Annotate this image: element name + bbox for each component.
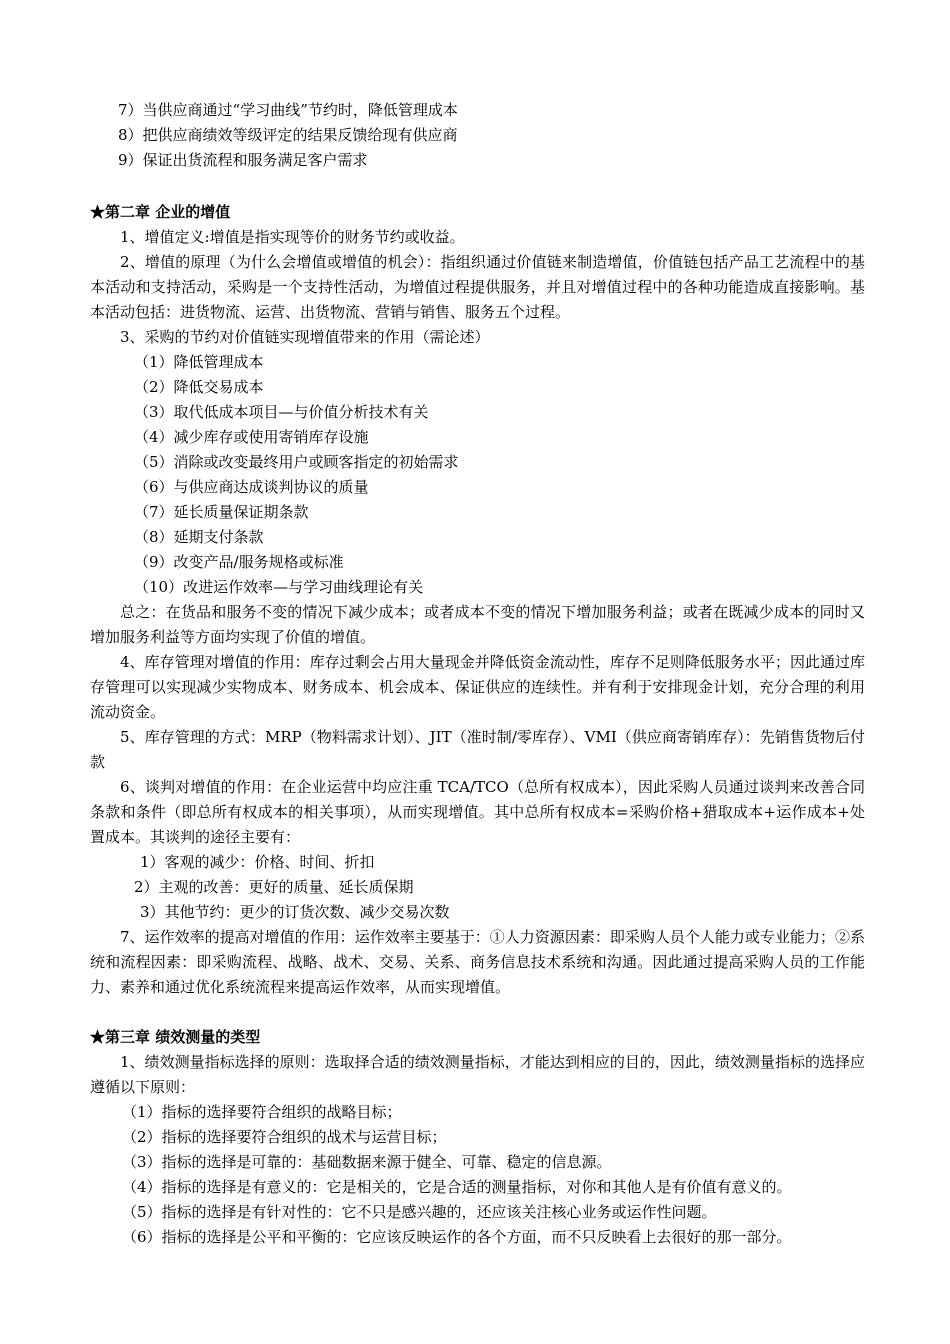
document-page: [90, 98, 865, 1250]
list-item: （4）减少库存或使用寄销库存设施: [134, 428, 369, 446]
list-item: （3）取代低成本项目—与价值分析技术有关: [134, 403, 429, 421]
list-item: （3）指标的选择是可靠的：基础数据来源于健全、可靠、稳定的信息源。: [122, 1153, 612, 1171]
paragraph-negotiation: 6、谈判对增值的作用：在企业运营中均应注重 TCA/TCO（总所有权成本），因此采购人员通过谈判来改善合同条款和条件（即总所有权成本的相关事项），从而实现增值。其中总所有权成本=采购价格+猎取成本+运作成本+处置成本。其谈判的途径主要有：: [90, 778, 865, 846]
paragraph-value-added-principle: 2、增值的原理（为什么会增值或增值的机会）：指组织通过价值链来制造增值，价值链包括产品工艺流程中的基本活动和支持活动，采购是一个支持性活动，为增值过程提供服务，并且对增值过程中的各种功能造成直接影响。基本活动包括：进货物流、运营、出货物流、营销与销售、服务五个过程。: [90, 253, 865, 321]
paragraph-procurement-savings: 3、采购的节约对价值链实现增值带来的作用（需论述）: [120, 328, 490, 346]
list-item: （2）指标的选择要符合组织的战术与运营目标；: [122, 1128, 447, 1146]
list-item: （8）延期支付条款: [134, 528, 264, 546]
chapter-2-heading: ★第二章 企业的增值: [90, 203, 231, 221]
paragraph-metric-selection-principles: 1、绩效测量指标选择的原则：选取择合适的绩效测量指标，才能达到相应的目的，因此，绩效测量指标的选择应遵循以下原则：: [90, 1053, 865, 1096]
paragraph-inventory-methods: 5、库存管理的方式：MRP（物料需求计划）、JIT（准时制/零库存）、VMI（供应商寄销库存）：先销售货物后付款: [90, 728, 865, 771]
list-item: 3）其他节约：更少的订货次数、减少交易次数: [140, 903, 450, 921]
list-item: 2）主观的改善：更好的质量、延长质保期: [134, 878, 414, 896]
list-item: （4）指标的选择是有意义的：它是相关的，它是合适的测量指标，对你和其他人是有价值有意义的。: [122, 1178, 792, 1196]
paragraph-summary: 总之：在货品和服务不变的情况下减少成本；或者成本不变的情况下增加服务利益；或者在既减少成本的同时又增加服务利益等方面均实现了价值的增值。: [90, 603, 865, 646]
paragraph-operational-efficiency: 7、运作效率的提高对增值的作用：运作效率主要基于：①人力资源因素：即采购人员个人能力或专业能力；②系统和流程因素：即采购流程、战略、战术、交易、关系、商务信息技术系统和沟通。因此通过提高采购人员的工作能力、素养和通过优化系统流程来提高运作效率，从而实现增值。: [90, 928, 865, 996]
list-item: （2）降低交易成本: [134, 378, 264, 396]
chapter-3-heading: ★第三章 绩效测量的类型: [90, 1028, 261, 1046]
list-item: （6）与供应商达成谈判协议的质量: [134, 478, 369, 496]
procurement-savings-list: [90, 350, 865, 600]
list-item: 7）当供应商通过“学习曲线”节约时，降低管理成本: [118, 101, 458, 119]
list-item: （9）改变产品/服务规格或标准: [134, 553, 344, 571]
negotiation-list: [90, 850, 865, 925]
paragraph-value-added-definition: 1、增值定义:增值是指实现等价的财务节约或收益。: [120, 228, 465, 246]
metric-principles-list: [90, 1100, 865, 1250]
list-item: 8）把供应商绩效等级评定的结果反馈给现有供应商: [118, 126, 458, 144]
list-item: （6）指标的选择是公平和平衡的：它应该反映运作的各个方面，而不只反映看上去很好的那一部分。: [122, 1228, 792, 1246]
chapter-3-section: [90, 1025, 865, 1250]
list-item: 1）客观的减少：价格、时间、折扣: [140, 853, 375, 871]
list-item: （10）改进运作效率—与学习曲线理论有关: [134, 578, 424, 596]
list-item: （1）降低管理成本: [134, 353, 264, 371]
chapter-2-section: [90, 200, 865, 1000]
list-item: （7）延长质量保证期条款: [134, 503, 309, 521]
list-item: （5）指标的选择是有针对性的：它不只是感兴趣的，还应该关注核心业务或运作性问题。: [122, 1203, 717, 1221]
paragraph-inventory-management: 4、库存管理对增值的作用：库存过剩会占用大量现金并降低资金流动性，库存不足则降低服务水平；因此通过库存管理可以实现减少实物成本、财务成本、机会成本、保证供应的连续性。并有利于安排现金计划，充分合理的利用流动资金。: [90, 653, 865, 721]
list-item: （5）消除或改变最终用户或顾客指定的初始需求: [134, 453, 459, 471]
list-item: （1）指标的选择要符合组织的战略目标；: [122, 1103, 402, 1121]
top-list: [90, 98, 865, 173]
list-item: 9）保证出货流程和服务满足客户需求: [118, 151, 368, 169]
